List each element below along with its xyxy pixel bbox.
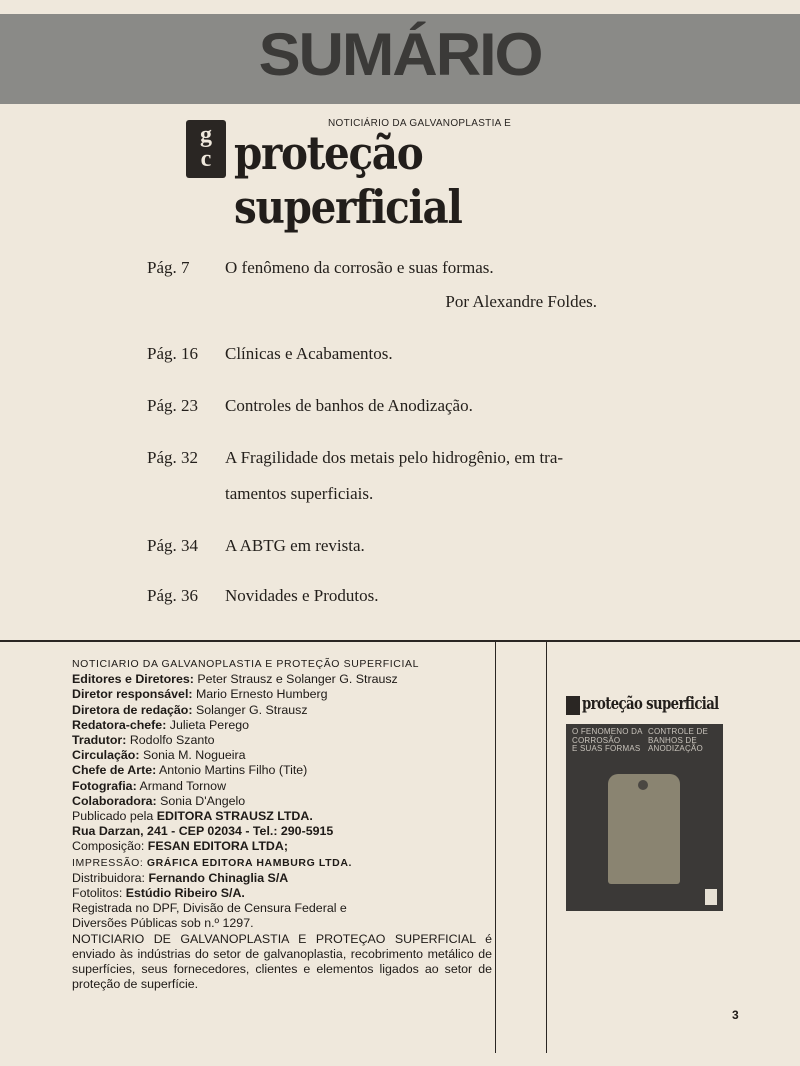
credit-director: Diretor responsável: Mario Ernesto Humberg	[72, 687, 328, 702]
credit-art: Chefe de Arte: Antonio Martins Filho (Tite)	[72, 763, 308, 778]
toc-page: Pág. 32	[147, 448, 198, 467]
publication-name: NOTICIARIO DA GALVANOPLASTIA E PROTEÇÃO SUPERFICIAL	[72, 658, 420, 670]
credit-chief: Redatora-chefe: Julieta Perego	[72, 717, 249, 732]
toc-author: Por Alexandre Foldes.	[445, 292, 597, 311]
page-title: SUMÁRIO	[258, 21, 542, 88]
toc-page: Pág. 34	[147, 536, 198, 555]
plate-hole	[638, 780, 648, 790]
credit-printing: IMPRESSÃO: GRÁFICA EDITORA HAMBURG LTDA.	[72, 856, 353, 869]
toc-title: Controles de banhos de Anodização.	[225, 396, 473, 415]
toc-title: Novidades e Produtos.	[225, 586, 379, 605]
page-number: 3	[732, 1008, 739, 1022]
corroded-plate-image	[608, 774, 680, 884]
registration-line: Registrada no DPF, Divisão de Censura Federal e	[72, 901, 347, 916]
logo-name: proteção superficial	[234, 126, 462, 234]
credit-distributor: Distribuidora: Fernando Chinaglia S/A	[72, 870, 289, 885]
cover-image	[566, 724, 723, 911]
logo-kicker: NOTICIÁRIO DA GALVANOPLASTIA E	[328, 118, 512, 129]
cover-logo-text: proteção superficial	[582, 694, 719, 714]
distribution-note: NOTICIARIO DE GALVANOPLASTIA E PROTEÇAO SUPERFICIAL é enviado às indústrias do setor de galvanoplastia, recobrimento metálico de superfícies, seus fornecedores, clientes e elementos ligados ao setor de proteção de superfície.	[72, 931, 492, 992]
cover-badge-icon	[705, 889, 717, 905]
credit-translator: Tradutor: Rodolfo Szanto	[72, 733, 215, 748]
registration-line: Diversões Públicas sob n.º 1297.	[72, 916, 254, 931]
toc-title: A Fragilidade dos metais pelo hidrogênio, em tra-	[225, 448, 564, 467]
toc-title: O fenômeno da corrosão e suas formas.	[225, 258, 494, 277]
credit-composition: Composição: FESAN EDITORA LTDA;	[72, 839, 288, 854]
toc-title: A ABTG em revista.	[225, 536, 365, 555]
logo-mark-letter-c: c	[200, 146, 212, 172]
horizontal-divider	[0, 640, 800, 642]
toc-page: Pág. 7	[147, 258, 190, 277]
credit-collaborator: Colaboradora: Sonia D'Angelo	[72, 793, 246, 808]
credit-photo: Fotografia: Armand Tornow	[72, 778, 227, 793]
credit-photolith: Fotolitos: Estúdio Ribeiro S/A.	[72, 886, 245, 901]
credit-editorial: Diretora de redação: Solanger G. Strausz	[72, 702, 308, 717]
logo-mark-letter-g: g	[200, 122, 212, 148]
vertical-divider	[495, 641, 496, 1053]
cover-tag-left: O FENOMENO DA CORROSÃO E SUAS FORMAS	[572, 727, 643, 753]
masthead-credits	[72, 657, 492, 992]
credit-editors: Editores e Diretores: Peter Strausz e Solanger G. Strausz	[72, 672, 398, 687]
cover-thumbnail	[566, 694, 723, 911]
toc-page: Pág. 23	[147, 396, 198, 415]
logo-mark-icon	[186, 120, 226, 178]
toc-title-continued: tamentos superficiais.	[225, 484, 374, 503]
magazine-logo	[186, 112, 616, 234]
credit-address: Rua Darzan, 241 - CEP 02034 - Tel.: 290-5915	[72, 824, 334, 839]
vertical-divider	[546, 641, 547, 1053]
credit-publisher: Publicado pela EDITORA STRAUSZ LTDA.	[72, 809, 313, 824]
toc-page: Pág. 16	[147, 344, 198, 363]
cover-logo-mark-icon	[566, 696, 580, 715]
cover-tag-right: CONTROLE DE BANHOS DE ANODIZAÇÃO	[648, 727, 708, 753]
toc-page: Pág. 36	[147, 586, 198, 605]
toc-title: Clínicas e Acabamentos.	[225, 344, 393, 363]
credit-circulation: Circulação: Sonia M. Nogueira	[72, 748, 246, 763]
